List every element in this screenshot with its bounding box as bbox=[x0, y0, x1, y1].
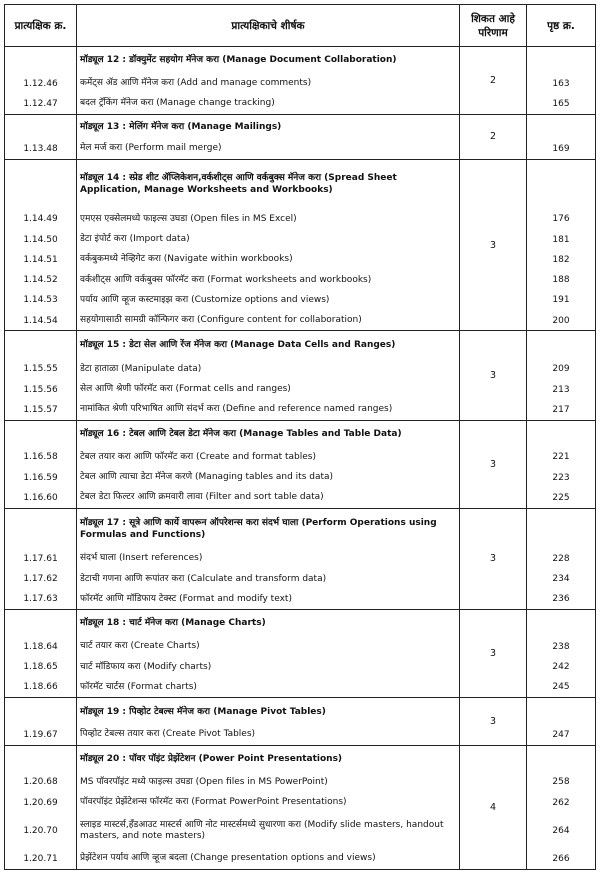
exercise-title: सेल आणि श्रेणी फॉरमॅट करा (Format cells and ranges) bbox=[77, 379, 460, 399]
learning-outcome: 2 bbox=[460, 114, 527, 159]
exercise-title: टेबल डेटा फिल्टर आणि क्रमवारी लावा (Filter and sort table data) bbox=[77, 488, 460, 508]
exercise-title: नामांकित श्रेणी परिभाषित आणि संदर्भ करा (Define and reference named ranges) bbox=[77, 400, 460, 420]
exercise-code: 1.12.47 bbox=[5, 94, 77, 114]
module-page-cell bbox=[527, 698, 596, 725]
exercise-code: 1.17.62 bbox=[5, 569, 77, 589]
learning-outcome: 3 bbox=[460, 508, 527, 610]
module-row bbox=[5, 47, 596, 74]
exercise-code: 1.17.61 bbox=[5, 549, 77, 569]
page-number: 234 bbox=[527, 569, 596, 589]
module-title: मॉड्यूल 16 : टेबल आणि टेबल डेटा मॅनेज करा (Manage Tables and Table Data) bbox=[77, 420, 460, 447]
exercise-title: डेटाची गणना आणि रूपांतर करा (Calculate and transform data) bbox=[77, 569, 460, 589]
module-code-cell bbox=[5, 420, 77, 447]
exercise-code: 1.15.56 bbox=[5, 379, 77, 399]
module-title: मॉड्यूल 17 : सूत्रे आणि कार्ये वापरून ऑपरेशन्स करा संदर्भ घाला (Perform Operations using Formulas and Functions) bbox=[77, 508, 460, 549]
exercise-code: 1.20.71 bbox=[5, 849, 77, 870]
module-row bbox=[5, 508, 596, 549]
module-page-cell bbox=[527, 745, 596, 772]
page-number: 247 bbox=[527, 725, 596, 745]
page-number: 213 bbox=[527, 379, 596, 399]
header-code: प्रात्यक्षिक क्र. bbox=[5, 5, 77, 47]
exercise-code: 1.14.51 bbox=[5, 250, 77, 270]
learning-outcome: 2 bbox=[460, 47, 527, 115]
module-row bbox=[5, 114, 596, 139]
exercise-title: मेल मर्ज करा (Perform mail merge) bbox=[77, 139, 460, 159]
page-number: 163 bbox=[527, 74, 596, 94]
exercise-title: MS पॉवरपॉइंट मध्ये फाइल्स उघडा (Open files in MS PowerPoint) bbox=[77, 772, 460, 792]
module-code-cell bbox=[5, 47, 77, 74]
module-row bbox=[5, 159, 596, 209]
module-code-cell bbox=[5, 610, 77, 637]
module-page-cell bbox=[527, 508, 596, 549]
page-number: 181 bbox=[527, 229, 596, 249]
module-row bbox=[5, 420, 596, 447]
exercise-title: टेबल तयार करा आणि फॉरमॅट करा (Create and format tables) bbox=[77, 447, 460, 467]
module-page-cell bbox=[527, 331, 596, 359]
module-page-cell bbox=[527, 610, 596, 637]
exercise-code: 1.12.46 bbox=[5, 74, 77, 94]
learning-outcome: 4 bbox=[460, 745, 527, 869]
module-row bbox=[5, 331, 596, 359]
page-number: 225 bbox=[527, 488, 596, 508]
exercise-title: चार्ट मॉडिफाय करा (Modify charts) bbox=[77, 657, 460, 677]
module-title: मॉड्यूल 12 : डॉक्युमेंट सहयोग मॅनेज करा (Manage Document Collaboration) bbox=[77, 47, 460, 74]
page-number: 217 bbox=[527, 400, 596, 420]
module-row bbox=[5, 745, 596, 772]
module-row bbox=[5, 698, 596, 725]
module-page-cell bbox=[527, 47, 596, 74]
exercise-code: 1.16.59 bbox=[5, 467, 77, 487]
module-title: मॉड्यूल 15 : डेटा सेल आणि रेंज मॅनेज करा (Manage Data Cells and Ranges) bbox=[77, 331, 460, 359]
exercise-title: डेटा इंपोर्ट करा (Import data) bbox=[77, 229, 460, 249]
exercise-title: संदर्भ घाला (Insert references) bbox=[77, 549, 460, 569]
exercise-code: 1.20.68 bbox=[5, 772, 77, 792]
exercise-code: 1.18.64 bbox=[5, 637, 77, 657]
module-title: मॉड्यूल 18 : चार्ट मॅनेज करा (Manage Charts) bbox=[77, 610, 460, 637]
page-number: 221 bbox=[527, 447, 596, 467]
exercise-title: सहयोगासाठी सामग्री कॉन्फिगर करा (Configure content for collaboration) bbox=[77, 311, 460, 331]
exercise-code: 1.14.50 bbox=[5, 229, 77, 249]
exercise-title: स्लाइड मास्टर्स,हँडआउट मास्टर्स आणि नोट मास्टर्समध्ये सुधारणा करा (Modify slide masters, handout masters, and note masters) bbox=[77, 813, 460, 849]
page-number: 245 bbox=[527, 677, 596, 697]
exercise-title: वर्कशीट्स आणि वर्कबुक्स फॉरमॅट करा (Format worksheets and workbooks) bbox=[77, 270, 460, 290]
module-page-cell bbox=[527, 114, 596, 139]
page-number: 242 bbox=[527, 657, 596, 677]
module-code-cell bbox=[5, 508, 77, 549]
page-number: 238 bbox=[527, 637, 596, 657]
exercise-code: 1.18.66 bbox=[5, 677, 77, 697]
page-number: 223 bbox=[527, 467, 596, 487]
learning-outcome: 3 bbox=[460, 331, 527, 420]
module-title: मॉड्यूल 13 : मेलिंग मॅनेज करा (Manage Mailings) bbox=[77, 114, 460, 139]
contents-table bbox=[4, 4, 596, 870]
module-page-cell bbox=[527, 420, 596, 447]
page-number: 228 bbox=[527, 549, 596, 569]
exercise-code: 1.20.70 bbox=[5, 813, 77, 849]
header-page: पृष्ठ क्र. bbox=[527, 5, 596, 47]
header-result: शिकत आहे परिणाम bbox=[460, 5, 527, 47]
exercise-title: प्रेझेंटेशन पर्याय आणि व्हूज बदला (Change presentation options and views) bbox=[77, 849, 460, 870]
module-page-cell bbox=[527, 159, 596, 209]
exercise-title: चार्ट तयार करा (Create Charts) bbox=[77, 637, 460, 657]
page-number: 209 bbox=[527, 359, 596, 379]
module-title: मॉड्यूल 14 : स्प्रेड शीट ॲप्लिकेशन,वर्कशीट्स आणि वर्कबुक्स मॅनेज करा (Spread Sheet Application, Manage Worksheets and Workbooks) bbox=[77, 159, 460, 209]
exercise-title: वर्कबुकमध्ये नेव्हिगेट करा (Navigate within workbooks) bbox=[77, 250, 460, 270]
module-code-cell bbox=[5, 159, 77, 209]
exercise-code: 1.16.58 bbox=[5, 447, 77, 467]
page-number: 191 bbox=[527, 290, 596, 310]
exercise-code: 1.15.57 bbox=[5, 400, 77, 420]
page-number: 188 bbox=[527, 270, 596, 290]
header-row bbox=[5, 5, 596, 47]
exercise-title: पिव्होट टेबल्स तयार करा (Create Pivot Tables) bbox=[77, 725, 460, 745]
exercise-code: 1.14.54 bbox=[5, 311, 77, 331]
exercise-code: 1.19.67 bbox=[5, 725, 77, 745]
exercise-title: डेटा हाताळा (Manipulate data) bbox=[77, 359, 460, 379]
exercise-title: कमेंट्स ॲड आणि मॅनेज करा (Add and manage comments) bbox=[77, 74, 460, 94]
exercise-title: फॉरमॅट चार्टस (Format charts) bbox=[77, 677, 460, 697]
module-title: मॉड्यूल 20 : पॉवर पॉइंट प्रेझेंटेशन (Power Point Presentations) bbox=[77, 745, 460, 772]
module-code-cell bbox=[5, 745, 77, 772]
exercise-code: 1.13.48 bbox=[5, 139, 77, 159]
exercise-title: टेबल आणि त्याचा डेटा मॅनेज करणे (Managing tables and its data) bbox=[77, 467, 460, 487]
exercise-code: 1.17.63 bbox=[5, 589, 77, 609]
exercise-title: पर्याय आणि व्हूज कस्टमाइझ करा (Customize options and views) bbox=[77, 290, 460, 310]
page-number: 258 bbox=[527, 772, 596, 792]
exercise-code: 1.14.53 bbox=[5, 290, 77, 310]
module-code-cell bbox=[5, 114, 77, 139]
learning-outcome: 3 bbox=[460, 698, 527, 745]
page-number: 266 bbox=[527, 849, 596, 870]
learning-outcome: 3 bbox=[460, 159, 527, 331]
page-number: 182 bbox=[527, 250, 596, 270]
exercise-title: फॉरमॅट आणि मॉडिफाय टेक्स्ट (Format and modify text) bbox=[77, 589, 460, 609]
module-title: मॉड्यूल 19 : पिव्होट टेबल्स मॅनेज करा (Manage Pivot Tables) bbox=[77, 698, 460, 725]
exercise-title: पॉवरपॉइंट प्रेझेंटेशन्स फॉरमॅट करा (Format PowerPoint Presentations) bbox=[77, 793, 460, 813]
learning-outcome: 3 bbox=[460, 610, 527, 698]
exercise-code: 1.14.49 bbox=[5, 209, 77, 229]
module-row bbox=[5, 610, 596, 637]
module-code-cell bbox=[5, 331, 77, 359]
exercise-code: 1.18.65 bbox=[5, 657, 77, 677]
page-number: 165 bbox=[527, 94, 596, 114]
exercise-code: 1.20.69 bbox=[5, 793, 77, 813]
page-number: 200 bbox=[527, 311, 596, 331]
exercise-code: 1.14.52 bbox=[5, 270, 77, 290]
page-number: 236 bbox=[527, 589, 596, 609]
exercise-title: एमएस एक्सेलमध्ये फाइल्स उघडा (Open files in MS Excel) bbox=[77, 209, 460, 229]
learning-outcome: 3 bbox=[460, 420, 527, 508]
page-number: 176 bbox=[527, 209, 596, 229]
page-number: 264 bbox=[527, 813, 596, 849]
page-number: 169 bbox=[527, 139, 596, 159]
exercise-title: बदल ट्रॅकिंग मॅनेज करा (Manage change tracking) bbox=[77, 94, 460, 114]
exercise-code: 1.16.60 bbox=[5, 488, 77, 508]
header-title: प्रात्यक्षिकाचे शीर्षक bbox=[77, 5, 460, 47]
exercise-code: 1.15.55 bbox=[5, 359, 77, 379]
page-number: 262 bbox=[527, 793, 596, 813]
module-code-cell bbox=[5, 698, 77, 725]
